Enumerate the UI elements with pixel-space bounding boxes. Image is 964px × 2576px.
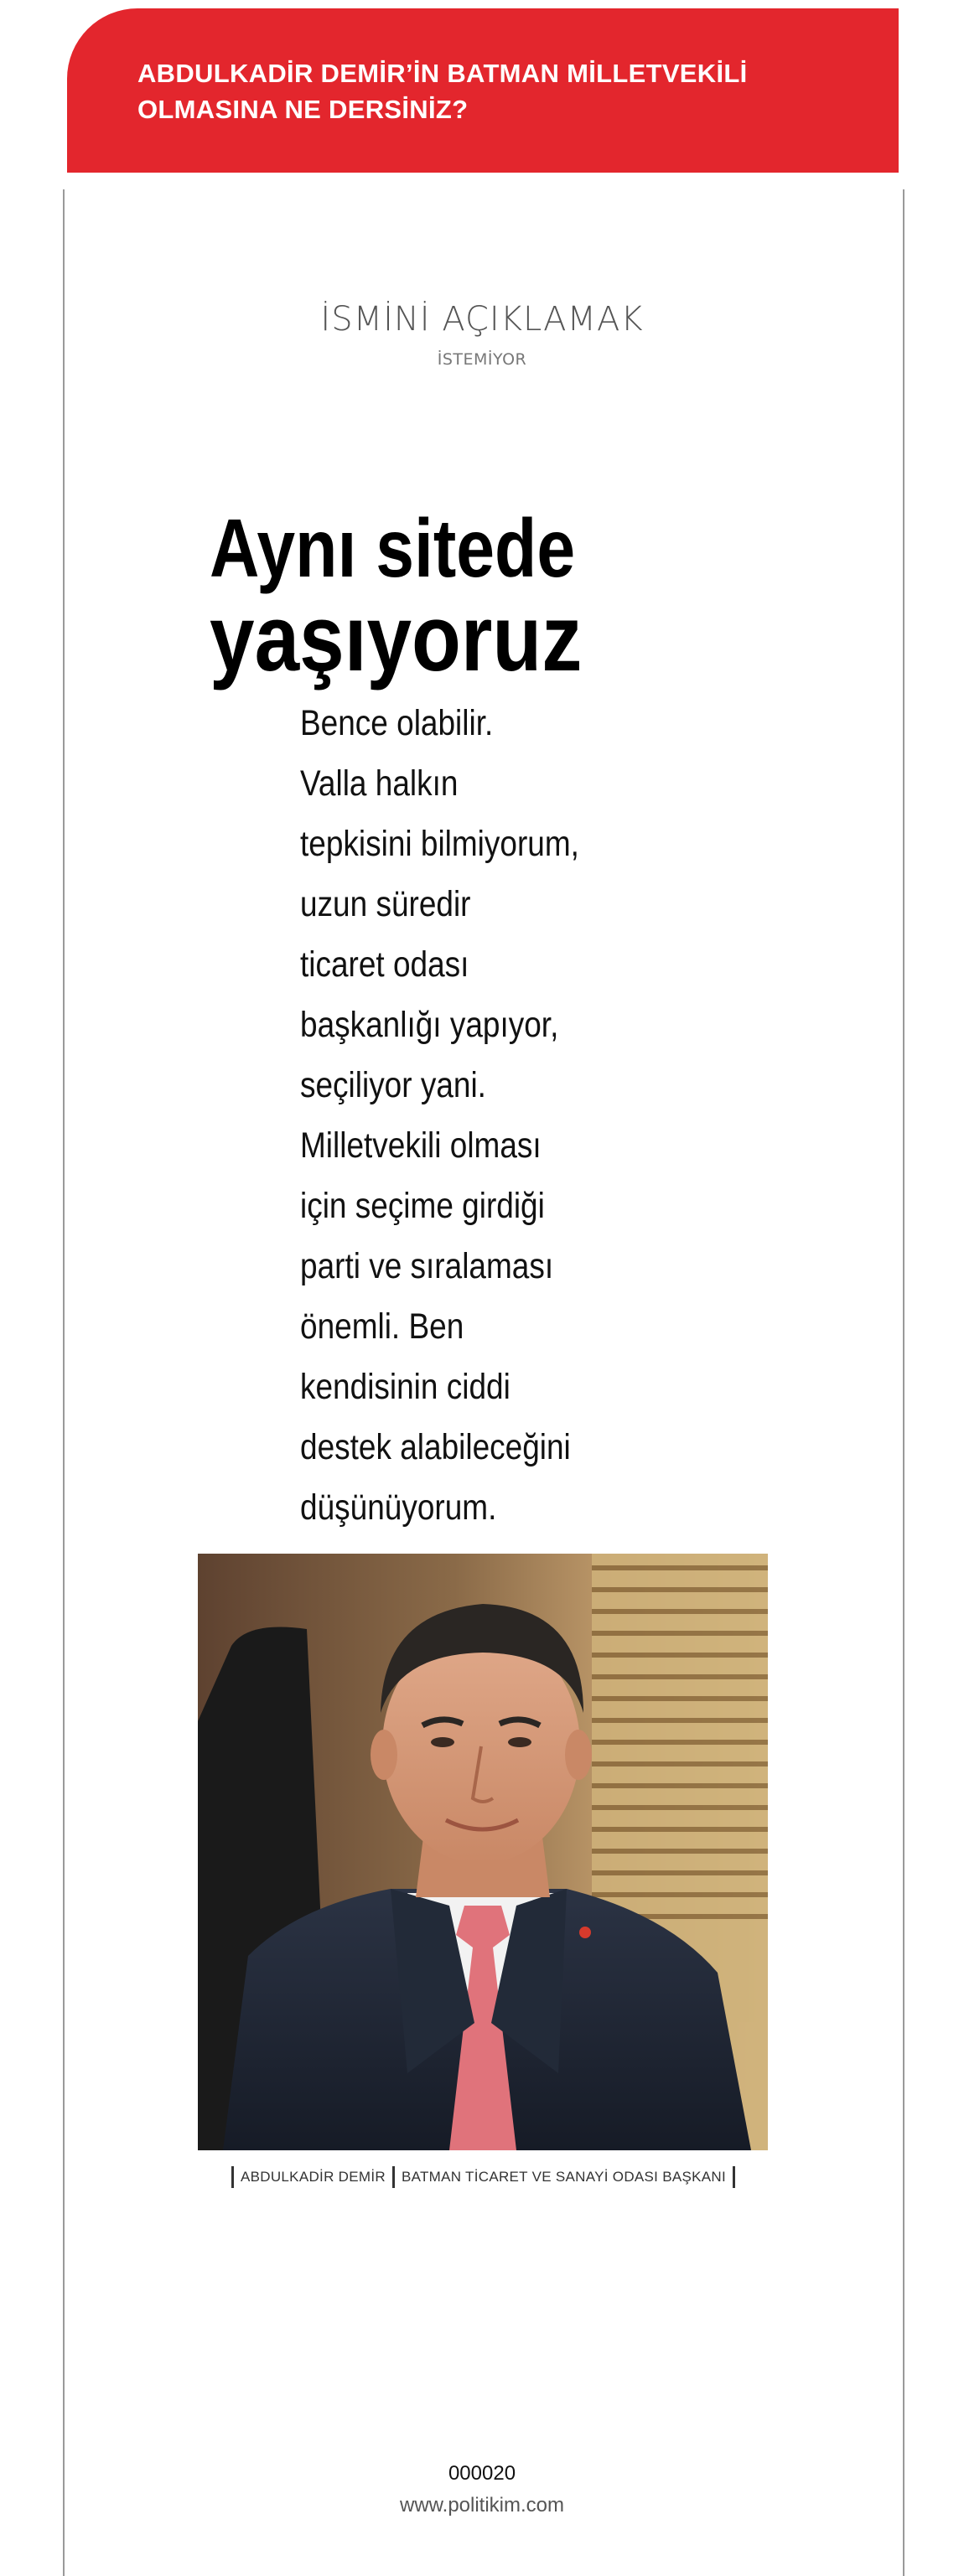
header-title [137,55,848,127]
quote-line: kendisinin ciddi [300,1367,511,1407]
caption-name: ABDULKADİR DEMİR [241,2169,386,2185]
quote-line: önemli. Ben [300,1306,464,1347]
caption-divider [733,2166,735,2188]
quote-line: Valla halkın [300,763,459,804]
header-title-line2: OLMASINA NE DERSİNİZ? [137,95,469,124]
right-frame-divider [903,189,904,2576]
quote-line: başkanlığı yapıyor, [300,1005,559,1045]
quote-line: Bence olabilir. [300,703,494,743]
site-url: www.politikim.com [399,2494,565,2517]
quote-line: seçiliyor yani. [300,1065,486,1105]
respondent-subtitle: İSTEMİYOR [437,350,527,369]
respondent-name: İSMİNİ AÇIKLAMAK [320,300,644,339]
quote-text [300,693,736,1538]
headline-line1: Aynı sitede [210,502,576,594]
photo-caption [225,2165,742,2190]
quote-line: Milletvekili olması [300,1125,542,1166]
header-title-line1: ABDULKADİR DEMİR’İN BATMAN MİLLETVEKİLİ [137,59,748,88]
quote-line: parti ve sıralaması [300,1246,554,1286]
left-frame-divider [63,189,65,2576]
portrait-photo [198,1554,768,2150]
caption-divider [231,2166,234,2188]
quote-line: tepkisini bilmiyorum, [300,824,579,864]
headline [210,501,729,691]
quote-line: uzun süredir [300,884,471,924]
caption-role: BATMAN TİCARET VE SANAYİ ODASI BAŞKANI [401,2169,727,2185]
headline-line2: yaşıyoruz [210,586,583,691]
page-number: 000020 [448,2462,516,2485]
caption-divider [392,2166,395,2188]
quote-line: düşünüyorum. [300,1487,497,1528]
header-banner [67,8,899,173]
quote-line: için seçime girdiği [300,1186,545,1226]
quote-line: ticaret odası [300,944,469,985]
quote-line: destek alabileceğini [300,1427,571,1467]
